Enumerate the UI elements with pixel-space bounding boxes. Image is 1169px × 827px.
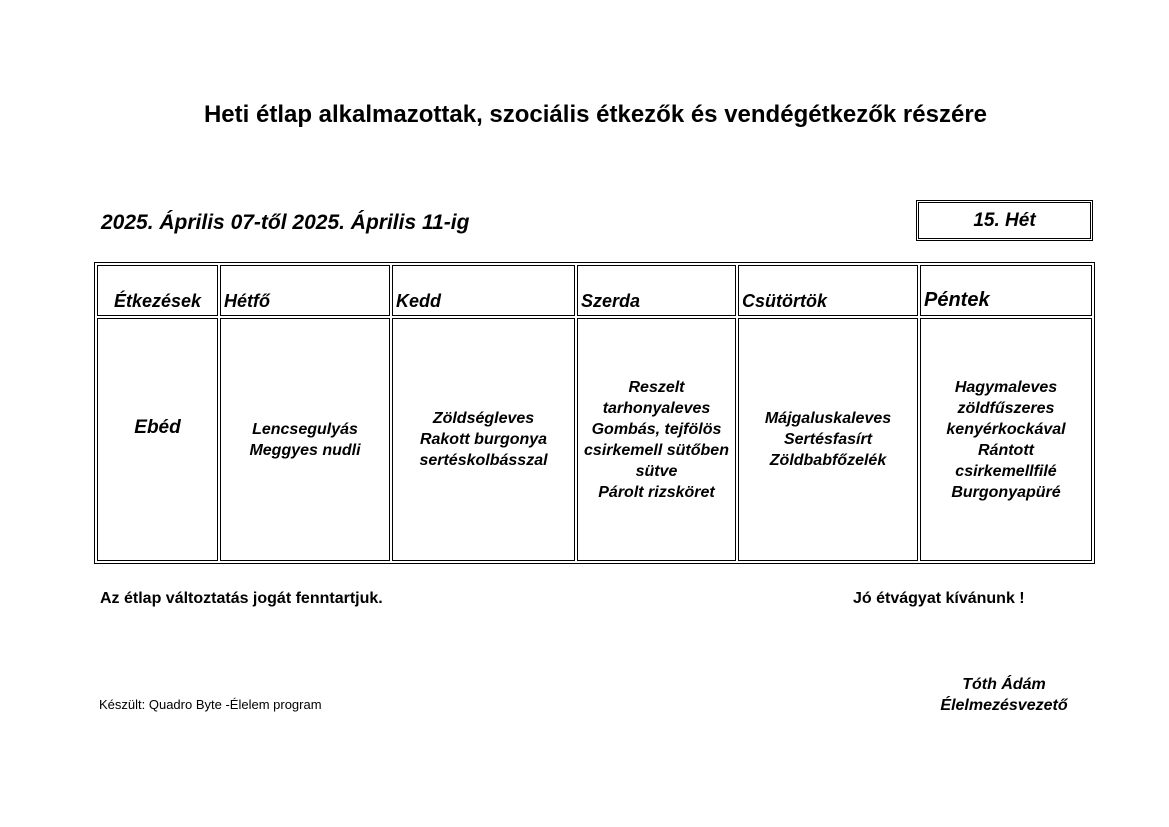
week-number-box: 15. Hét	[916, 200, 1093, 241]
signer-name: Tóth Ádám	[962, 676, 1046, 693]
software-credit: Készült: Quadro Byte -Élelem program	[99, 697, 322, 712]
header-tuesday: Kedd	[392, 265, 575, 316]
dish: sütve	[635, 462, 678, 480]
dish: Párolt rizsköret	[598, 483, 715, 501]
dish: Sertésfasírt	[783, 431, 873, 448]
dish: Májgaluskaleves	[764, 410, 892, 427]
dish: Hagymaleves	[954, 378, 1058, 396]
header-meals: Étkezések	[97, 265, 218, 316]
dish: Burgonyapüré	[951, 483, 1061, 501]
header-thursday: Csütörtök	[738, 265, 918, 316]
dish: Reszelt	[628, 378, 685, 396]
dish: Meggyes nudli	[249, 441, 361, 459]
dish: Rakott burgonya	[419, 431, 548, 448]
menu-cell-wednesday	[577, 318, 736, 561]
dish: sertéskolbásszal	[419, 452, 548, 469]
dish: Zöldbabfőzelék	[769, 452, 887, 469]
table-header-row	[97, 265, 1092, 316]
dish: zöldfűszeres	[957, 399, 1055, 417]
meal-type-lunch: Ebéd	[97, 318, 218, 561]
dish: kenyérkockával	[946, 420, 1066, 438]
dish: Zöldségleves	[432, 410, 535, 427]
dish: csirkemell sütőben	[584, 441, 729, 459]
page-title: Heti étlap alkalmazottak, szociális étkezők és vendégétkezők részére	[203, 101, 988, 128]
menu-cell-friday	[920, 318, 1092, 561]
menu-cell-tuesday	[392, 318, 575, 561]
header-monday: Hétfő	[220, 265, 390, 316]
table-row-lunch	[97, 318, 1092, 561]
menu-cell-monday	[220, 318, 390, 561]
menu-change-notice: Az étlap változtatás jogát fenntartjuk.	[100, 590, 383, 607]
header-wednesday: Szerda	[577, 265, 736, 316]
dish: csirkemellfilé	[955, 462, 1057, 480]
date-range: 2025. Április 07-től 2025. Április 11-ig	[101, 211, 470, 234]
header-friday: Péntek	[920, 265, 1092, 316]
signer-role: Élelmezésvezető	[940, 697, 1068, 714]
weekly-menu-table	[94, 262, 1095, 564]
dish: tarhonyaleves	[602, 399, 711, 417]
dish: Lencsegulyás	[252, 420, 358, 438]
dish: Rántott	[978, 441, 1034, 459]
dish: Gombás, tejfölös	[591, 420, 722, 438]
bon-appetit-note: Jó étvágyat kívánunk !	[853, 590, 1025, 607]
signature-block	[904, 674, 1104, 716]
menu-cell-thursday	[738, 318, 918, 561]
